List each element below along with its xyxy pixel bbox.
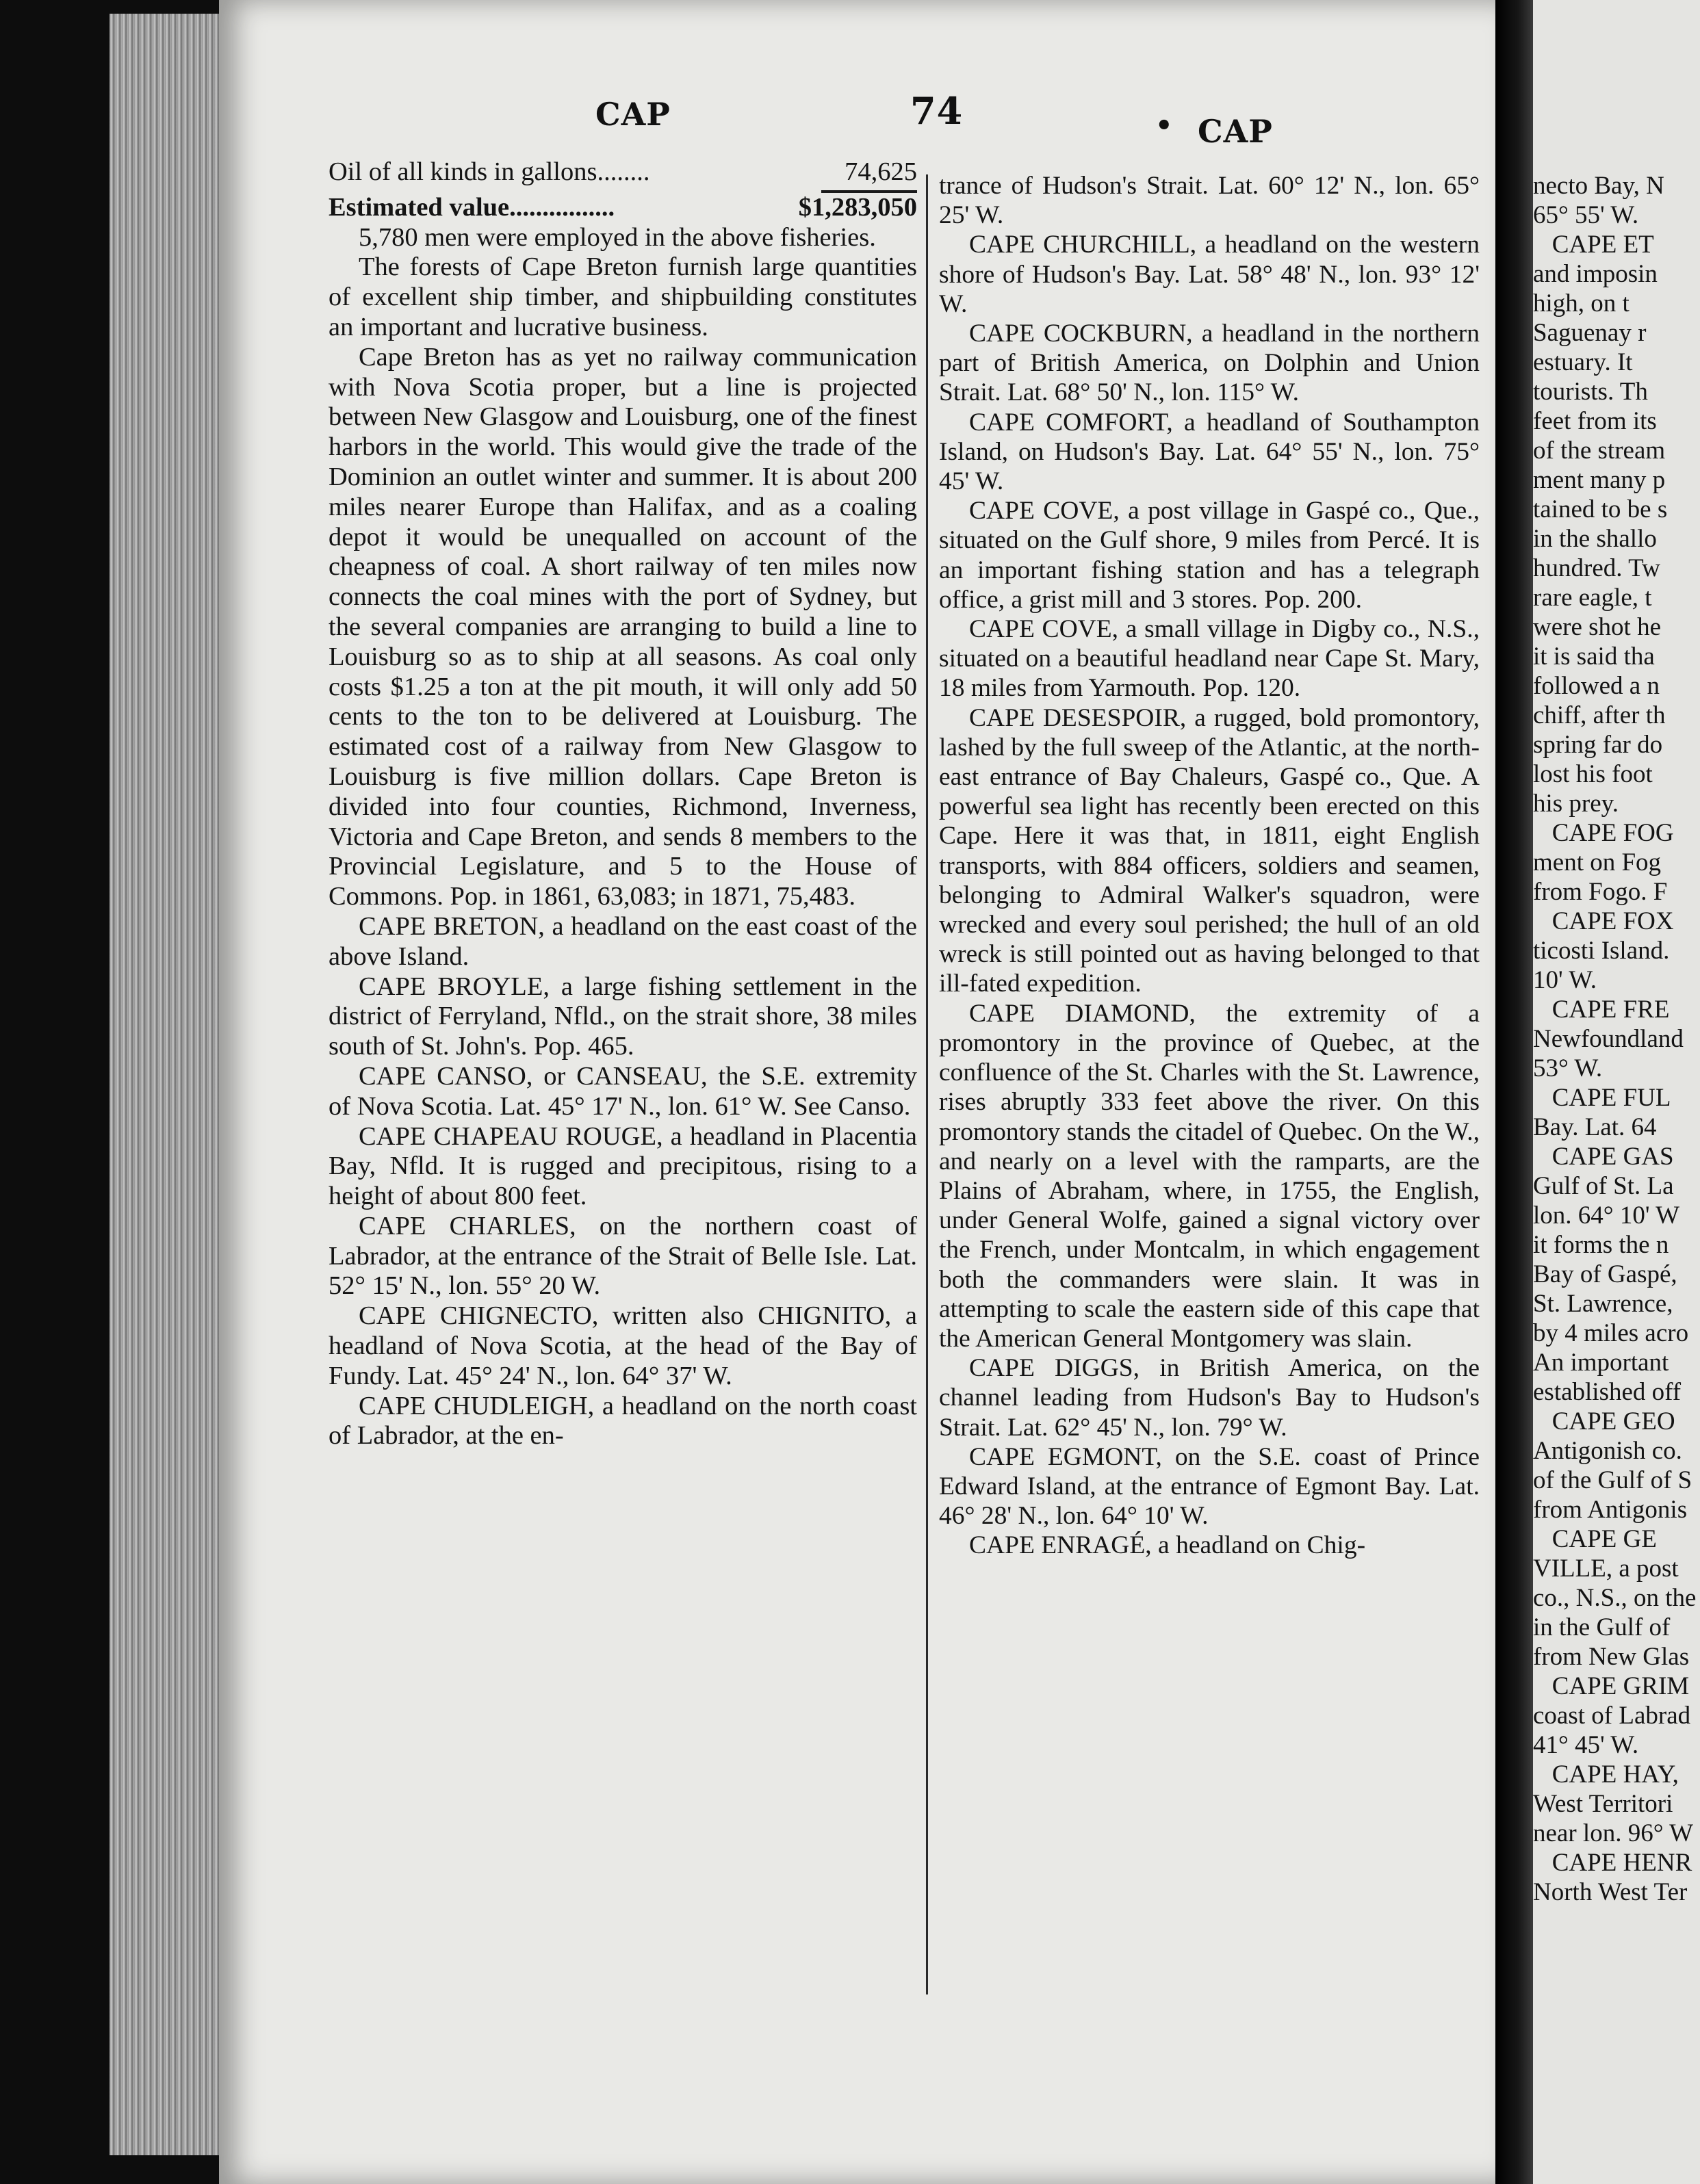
- fragment-line: CAPE GE: [1533, 1525, 1657, 1553]
- fragment-line: CAPE GAS: [1533, 1143, 1674, 1171]
- fragment-line: CAPE FUL: [1533, 1084, 1671, 1112]
- fragment-line: it is said tha: [1533, 642, 1655, 671]
- fragment-line: St. Lawrence,: [1533, 1290, 1673, 1318]
- fragment-line: estuary. It: [1533, 348, 1633, 376]
- fragment-line: necto Bay, N: [1533, 172, 1664, 200]
- fragment-line: An important: [1533, 1349, 1669, 1377]
- entry-cape-cove-digby: CAPE COVE, a small village in Digby co., N.S., situated on a beautiful headland near Cape St. Mary, 18 miles from Yarmouth. Pop. 120.: [939, 615, 1480, 703]
- fragment-line: VILLE, a post: [1533, 1555, 1679, 1583]
- fragment-line: in the shallo: [1533, 525, 1657, 553]
- entry-cape-diamond: CAPE DIAMOND, the extremity of a promontory in the province of Quebec, at the confluence of the St. Charles with the St. Lawrence, rises abruptly 333 feet above the river. On this promontory stands the citadel of Quebec. On the W., and nearly on a level with the ramparts, are the Plains of Abraham, where, in 1755, the English, under General Wolfe, gained a signal victory over the French, under Montcalm, in which engagement both the commanders were slain. It was in attempting to scale the eastern side of this cape that the American General Montgomery was slain.: [939, 999, 1480, 1353]
- fragment-line: Saguenay r: [1533, 319, 1647, 347]
- entry-cape-chapeau-rouge: CAPE CHAPEAU ROUGE, a headland in Placentia Bay, Nfld. It is rugged and precipitous, rising to a height of about 800 feet.: [329, 1121, 917, 1211]
- running-head-dot: •: [1155, 109, 1174, 142]
- column-rule: [926, 174, 928, 1994]
- fragment-line: CAPE ET: [1533, 231, 1654, 259]
- oil-value: 74,625: [845, 157, 917, 186]
- fragment-line: 41° 45' W.: [1533, 1731, 1639, 1759]
- entry-cape-chudleigh: CAPE CHUDLEIGH, a headland on the north coast of Labrador, at the en-: [329, 1391, 917, 1451]
- fragment-line: from New Glas: [1533, 1643, 1690, 1671]
- fragment-line: co., N.S., on the: [1533, 1584, 1697, 1612]
- entry-cape-cockburn: CAPE COCKBURN, a headland in the northern part of British America, on Dolphin and Union Strait. Lat. 68° 50' N., lon. 115° W.: [939, 320, 1480, 407]
- book-page-edges: [110, 14, 226, 2155]
- entry-cape-churchill: CAPE CHURCHILL, a headland on the western shore of Hudson's Bay. Lat. 58° 48' N., lon. 93° 12' W.: [939, 231, 1480, 318]
- fragment-line: of the Gulf of S: [1533, 1466, 1692, 1494]
- fragment-line: North West Ter: [1533, 1878, 1688, 1906]
- fragment-line: were shot he: [1533, 613, 1661, 641]
- fragment-line: chiff, after th: [1533, 701, 1666, 729]
- fragment-line: Antigonish co.: [1533, 1437, 1682, 1465]
- fragment-line: followed a n: [1533, 672, 1660, 700]
- fragment-line: CAPE HAY,: [1533, 1760, 1679, 1789]
- fragment-line: near lon. 96° W: [1533, 1819, 1693, 1847]
- running-head-right: CAP: [1198, 113, 1273, 150]
- facing-page-fragment: [1533, 0, 1700, 2184]
- fragment-line: CAPE GRIM: [1533, 1672, 1690, 1700]
- page-number: 74: [910, 89, 964, 133]
- fragment-line: CAPE HENR: [1533, 1849, 1692, 1877]
- fragment-line: Newfoundland: [1533, 1025, 1684, 1053]
- entry-cape-chignecto: CAPE CHIGNECTO, written also CHIGNITO, a headland of Nova Scotia, at the head of the Bay of Fundy. Lat. 45° 24' N., lon. 64° 37' W.: [329, 1301, 917, 1390]
- paragraph: Cape Breton has as yet no railway communication with Nova Scotia proper, but a line is projected between New Glasgow and Louisburg, one of the finest harbors in the world. This would give the trade of the Dominion an outlet winter and summer. It is about 200 miles nearer Europe than Halifax, and as a coaling depot it would be unequalled on account of the cheapness of coal. A short railway of ten miles now connects the coal mines with the port of Sydney, but the several companies are arranging to build a line to Louisburg so as to ship at all seasons. As coal only costs $1.25 a ton at the pit mouth, it will only add 50 cents to the ton to be delivered at Louisburg. The estimated cost of a railway from New Glasgow to Louisburg is five million dollars. Cape Breton is divided into four counties, Richmond, Inverness, Victoria and Cape Breton, and sends 8 members to the Provincial Legislature, and 5 to the House of Commons. Pop. in 1861, 63,083; in 1871, 75,483.: [329, 342, 917, 911]
- entry-cape-desespoir: CAPE DESESPOIR, a rugged, bold promontory, lashed by the full sweep of the Atlantic, at the north-east entrance of Bay Chaleurs, Gaspé co., Que. A powerful sea light has recently been erected on this Cape. Here it was that, in 1811, eight English transports, with 884 officers, soldiers and seamen, belonging to Admiral Walker's squadron, were wrecked and every soul perished; the hull of an old wreck is still pointed out as having belonged to that ill-fated expedition.: [939, 703, 1480, 998]
- fragment-line: 10' W.: [1533, 966, 1597, 994]
- fragment-line: CAPE GEO: [1533, 1407, 1675, 1435]
- entry-cape-charles: CAPE CHARLES, on the northern coast of Labrador, at the entrance of the Strait of Belle Isle. Lat. 52° 15' N., lon. 55° 20 W.: [329, 1211, 917, 1301]
- fragment-line: in the Gulf of: [1533, 1613, 1671, 1641]
- fragment-line: Bay of Gaspé,: [1533, 1260, 1677, 1288]
- fragment-line: from Antigonis: [1533, 1496, 1688, 1524]
- entry-cape-enrage: CAPE ENRAGÉ, a headland on Chig-: [969, 1531, 1366, 1560]
- entry-cape-canso: CAPE CANSO, or CANSEAU, the S.E. extremity of Nova Scotia. Lat. 45° 17' N., lon. 61° W. See Canso.: [329, 1061, 917, 1121]
- entry-cape-comfort: CAPE COMFORT, a headland of Southampton Island, on Hudson's Bay. Lat. 64° 55' N., lon. 75° 45' W.: [939, 408, 1480, 496]
- fragment-line: by 4 miles acro: [1533, 1319, 1689, 1347]
- oil-label: Oil of all kinds in gallons........: [329, 157, 650, 186]
- fragment-line: ticosti Island.: [1533, 937, 1670, 965]
- paragraph: The forests of Cape Breton furnish large quantities of excellent ship timber, and shipbuilding constitutes an important and lucrative business.: [329, 252, 917, 341]
- entry-cape-egmont: CAPE EGMONT, on the S.E. coast of Prince Edward Island, at the entrance of Egmont Bay. Lat. 46° 28' N., lon. 64° 10' W.: [939, 1442, 1480, 1531]
- middle-text-column: [939, 171, 1480, 1561]
- fragment-line: 53° W.: [1533, 1054, 1603, 1082]
- entry-cape-breton: CAPE BRETON, a headland on the east coast of the above Island.: [329, 911, 917, 971]
- oil-row: [329, 157, 917, 187]
- fragment-line: rare eagle, t: [1533, 584, 1652, 612]
- fragment-line: Gulf of St. La: [1533, 1172, 1674, 1200]
- estimated-label: Estimated value................: [329, 192, 615, 222]
- fragment-line: tained to be s: [1533, 495, 1668, 523]
- fragment-line: ment many p: [1533, 466, 1666, 494]
- entry-cape-diggs: CAPE DIGGS, in British America, on the channel leading from Hudson's Bay to Hudson's Strait. Lat. 62° 45' N., lon. 79° W.: [939, 1354, 1480, 1442]
- book-gutter: [1495, 0, 1533, 2184]
- fragment-line: CAPE FOG: [1533, 819, 1674, 847]
- fragment-line: hundred. Tw: [1533, 554, 1660, 582]
- paragraph: 5,780 men were employed in the above fisheries.: [359, 222, 876, 252]
- fragment-line: spring far do: [1533, 731, 1663, 759]
- fragment-line: and imposin: [1533, 260, 1658, 288]
- left-text-column: [329, 157, 917, 1451]
- fragment-line: from Fogo. F: [1533, 878, 1668, 906]
- fragment-line: CAPE FRE: [1533, 996, 1670, 1024]
- facing-page-text: [1533, 171, 1700, 1907]
- entry-cape-cove-gaspe: CAPE COVE, a post village in Gaspé co., Que., situated on the Gulf shore, 9 miles from Percé. It is an important fishing station and has a telegraph office, a grist mill and 3 stores. Pop. 200.: [939, 497, 1480, 614]
- estimated-value-row: [329, 193, 917, 223]
- fragment-line: CAPE FOX: [1533, 907, 1674, 935]
- fragment-line: coast of Labrad: [1533, 1702, 1691, 1730]
- fragment-line: high, on t: [1533, 289, 1630, 317]
- fragment-line: established off: [1533, 1378, 1682, 1406]
- fragment-line: of the stream: [1533, 437, 1666, 465]
- estimated-value: $1,283,050: [798, 192, 917, 222]
- entry-continuation: trance of Hudson's Strait. Lat. 60° 12' N., lon. 65° 25' W.: [939, 172, 1480, 230]
- fragment-line: lon. 64° 10' W: [1533, 1201, 1679, 1230]
- fragment-line: Bay. Lat. 64: [1533, 1113, 1657, 1141]
- fragment-line: his prey.: [1533, 790, 1619, 818]
- fragment-line: West Territori: [1533, 1790, 1673, 1818]
- entry-cape-broyle: CAPE BROYLE, a large fishing settlement in the district of Ferryland, Nfld., on the strait shore, 38 miles south of St. John's. Pop. 465.: [329, 972, 917, 1061]
- running-head-left: CAP: [595, 96, 671, 133]
- fragment-line: tourists. Th: [1533, 378, 1648, 406]
- fragment-line: feet from its: [1533, 407, 1657, 435]
- fragment-line: ment on Fog: [1533, 848, 1662, 876]
- fragment-line: 65° 55' W.: [1533, 201, 1639, 229]
- fragment-line: lost his foot: [1533, 760, 1653, 788]
- fragment-line: it forms the n: [1533, 1231, 1669, 1259]
